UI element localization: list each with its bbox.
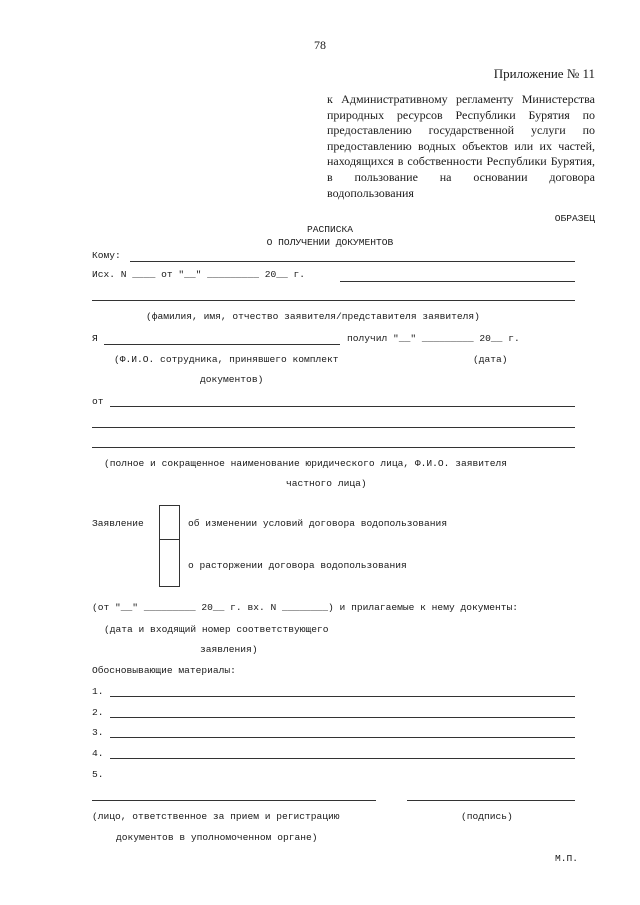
outgoing-field-line[interactable] <box>340 281 575 282</box>
option-terminate-text: о расторжении договора водопользования <box>188 560 407 571</box>
appendix-title: Приложение № 11 <box>493 66 595 81</box>
receipt-subtitle: О ПОЛУЧЕНИИ ДОКУМЕНТОВ <box>266 237 394 248</box>
from-field-line-3[interactable] <box>92 447 575 448</box>
from-field-line-2[interactable] <box>92 427 575 428</box>
legal-entity-caption-2: частного лица) <box>286 478 367 489</box>
material-number: 2. <box>92 707 104 718</box>
sample-label: ОБРАЗЕЦ <box>554 213 595 224</box>
employee-field-line[interactable] <box>104 344 340 345</box>
legal-entity-caption: (полное и сокращенное наименование юридического лица, Ф.И.О. заявителя <box>104 458 508 469</box>
employee-caption: (Ф.И.О. сотрудника, принявшего комплект <box>114 354 339 365</box>
to-field-line[interactable] <box>130 261 575 262</box>
material-field-line[interactable] <box>110 758 575 759</box>
material-number: 3. <box>92 727 104 738</box>
from-field-line[interactable] <box>110 406 575 407</box>
applicant-caption: (фамилия, имя, отчество заявителя/представителя заявителя) <box>146 311 480 322</box>
material-number: 5. <box>92 769 104 780</box>
from-label: от <box>92 396 104 407</box>
material-number: 1. <box>92 686 104 697</box>
responsible-caption: (лицо, ответственное за прием и регистрацию <box>92 811 340 822</box>
responsible-caption-2: документов в уполномоченном органе) <box>116 832 318 843</box>
stamp-label: М.П. <box>554 853 578 864</box>
regulation-reference: к Административному регламенту Министерства природных ресурсов Республики Бурятия по предоставлению государственной услуги по предоставлению водных объектов или их частей, находящихся в собственности Республики Бурятия, в пользование на основании договора водопользования <box>327 92 595 200</box>
material-number: 4. <box>92 748 104 759</box>
material-field-line[interactable] <box>110 696 575 697</box>
statement-label: Заявление <box>92 518 144 529</box>
materials-label: Обосновывающие материалы: <box>92 665 236 676</box>
material-field-line[interactable] <box>110 737 575 738</box>
receipt-title: РАСПИСКА <box>306 224 354 235</box>
checkbox-terminate-contract[interactable] <box>159 539 180 587</box>
statement-caption-2: заявления) <box>200 644 258 655</box>
date-caption: (дата) <box>473 354 508 365</box>
signature-line[interactable] <box>407 800 575 801</box>
checkbox-change-contract[interactable] <box>159 505 180 540</box>
statement-caption: (дата и входящий номер соответствующего <box>104 624 329 635</box>
signature-caption: (подпись) <box>461 811 513 822</box>
statement-reference: (от "__" _________ 20__ г. вх. N ________) и прилагаемые к нему документы: <box>92 602 519 613</box>
employee-caption-2: документов) <box>200 374 264 385</box>
applicant-field-line[interactable] <box>92 300 575 301</box>
i-label: Я <box>92 333 98 344</box>
page-number: 78 <box>314 38 326 52</box>
outgoing-ref-label: Исх. N ____ от "__" _________ 20__ г. <box>92 269 306 280</box>
to-label: Кому: <box>92 250 121 261</box>
responsible-person-line[interactable] <box>92 800 376 801</box>
received-date-label: получил "__" _________ 20__ г. <box>347 333 520 344</box>
material-field-line[interactable] <box>110 717 575 718</box>
option-change-text: об изменении условий договора водопользования <box>188 518 448 529</box>
